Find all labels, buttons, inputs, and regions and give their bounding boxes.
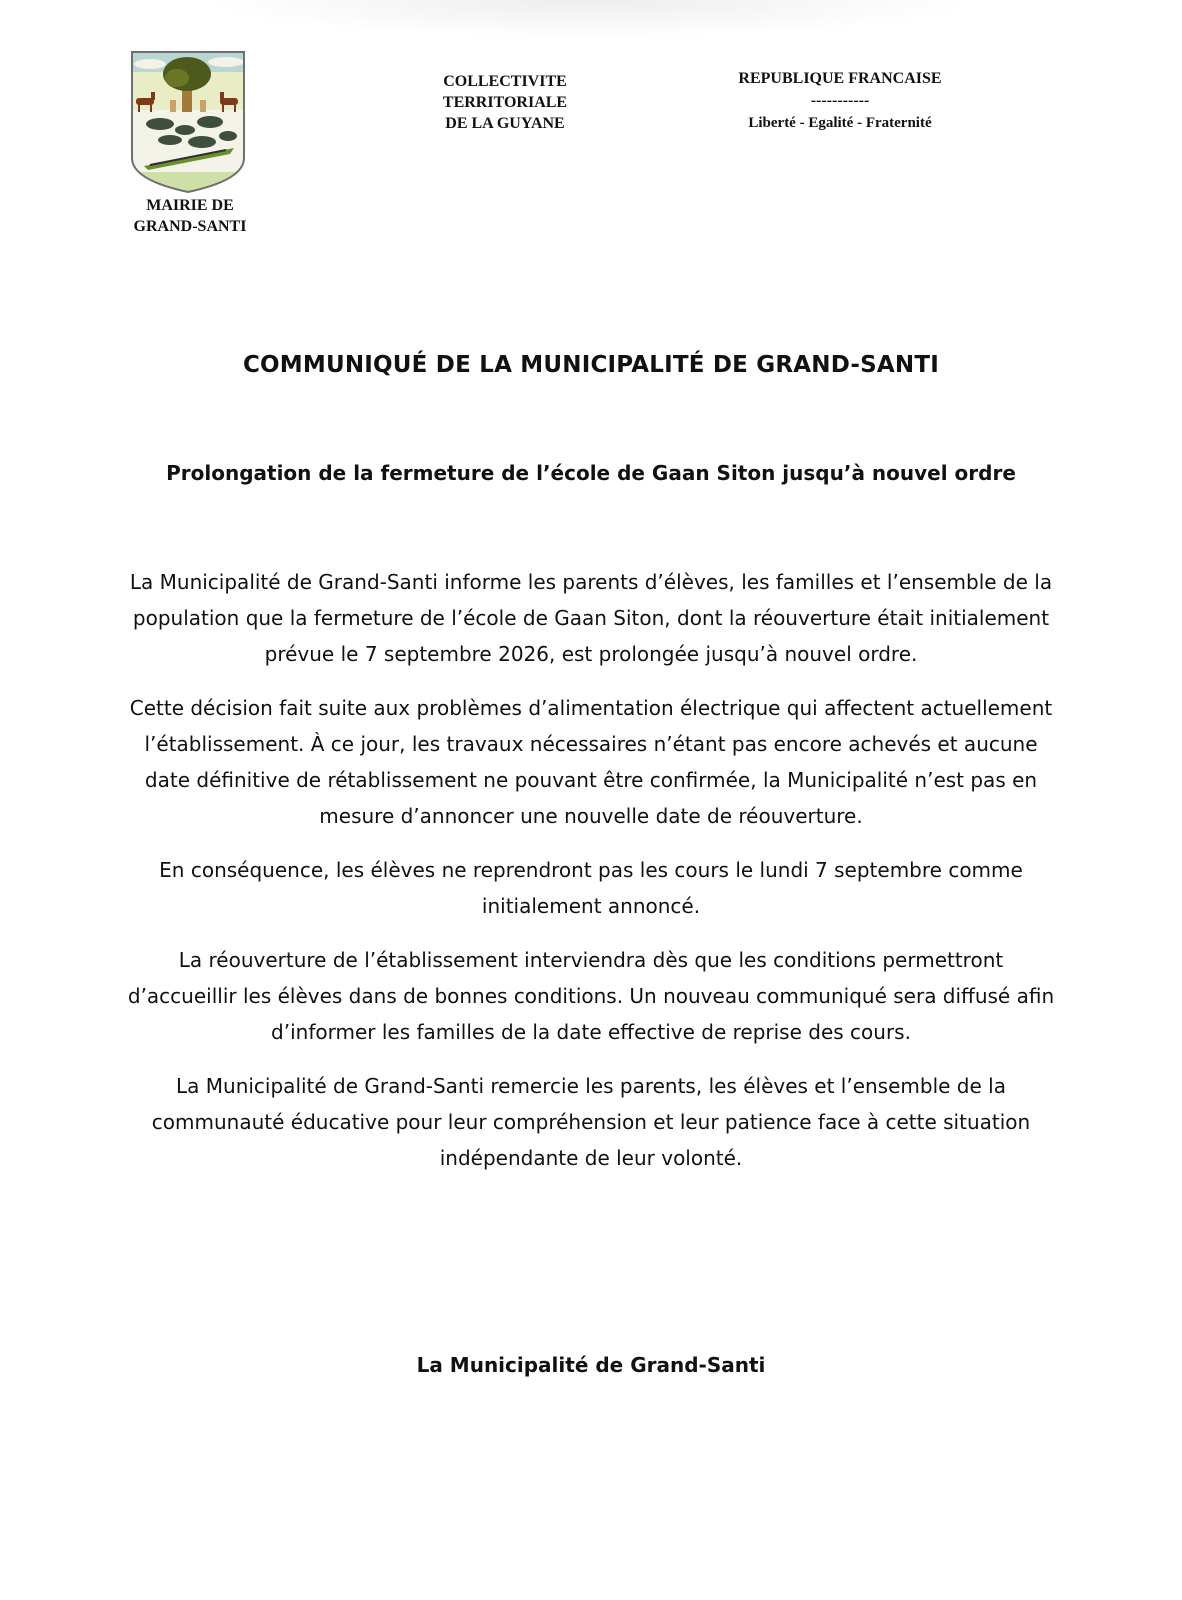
paragraph-5: La Municipalité de Grand-Santi remercie les parents, les élèves et l’ensemble de la communauté éducative pour leur compréhension et leur patience face à cette situation indépendante de leur volonté. [151,1074,1031,1170]
collectivite-line-2: TERRITORIALE [442,94,568,111]
collectivite-label [410,71,600,134]
paragraph-2: Cette décision fait suite aux problèmes d’alimentation électrique qui affectent actuellement l’établissement. À ce jour, les travaux nécessaires n’étant pas encore achevés et aucune date définitive de rétablissement ne pouvant être confirmée, la Municipalité n’est pas en mesure d’annoncer une nouvelle date de réouverture. [129,696,1053,828]
republique-line: REPUBLIQUE FRANCAISE [738,70,942,87]
page-title: COMMUNIQUÉ DE LA MUNICIPALITÉ DE GRAND-SANTI [242,352,940,378]
paragraph-3: En conséquence, les élèves ne reprendront pas les cours le lundi 7 septembre comme initialement annoncé. [159,858,1023,918]
paragraph-1: La Municipalité de Grand-Santi informe les parents d’élèves, les familles et l’ensemble de la population que la fermeture de l’école de Gaan Siton, dont la réouverture était initialement prévue le 7 septembre 2026, est prolongée jusqu’à nouvel ordre. [129,570,1053,666]
paragraph-4: La réouverture de l’établissement interviendra dès que les conditions permettront d’accueillir les élèves dans de bonnes conditions. Un nouveau communiqué sera diffusé afin d’informer les familles de la date effective de reprise des cours. [127,948,1055,1044]
republique-motto: Liberté - Egalité - Fraternité [748,115,932,131]
scan-shadow [200,0,980,38]
mairie-line-2: GRAND-SANTI [133,218,247,235]
republique-separator: ----------- [810,92,870,109]
signature: La Municipalité de Grand-Santi [416,1353,766,1377]
coat-of-arms-icon [130,50,246,196]
republique-label [720,68,960,134]
page-subtitle: Prolongation de la fermeture de l’école de Gaan Siton jusqu’à nouvel ordre [166,461,1016,485]
mairie-label [128,195,252,237]
communique-body [126,564,1056,1194]
collectivite-line-1: COLLECTIVITE [443,73,567,90]
collectivite-line-3: DE LA GUYANE [445,115,565,132]
mairie-line-1: MAIRIE DE [146,197,234,214]
